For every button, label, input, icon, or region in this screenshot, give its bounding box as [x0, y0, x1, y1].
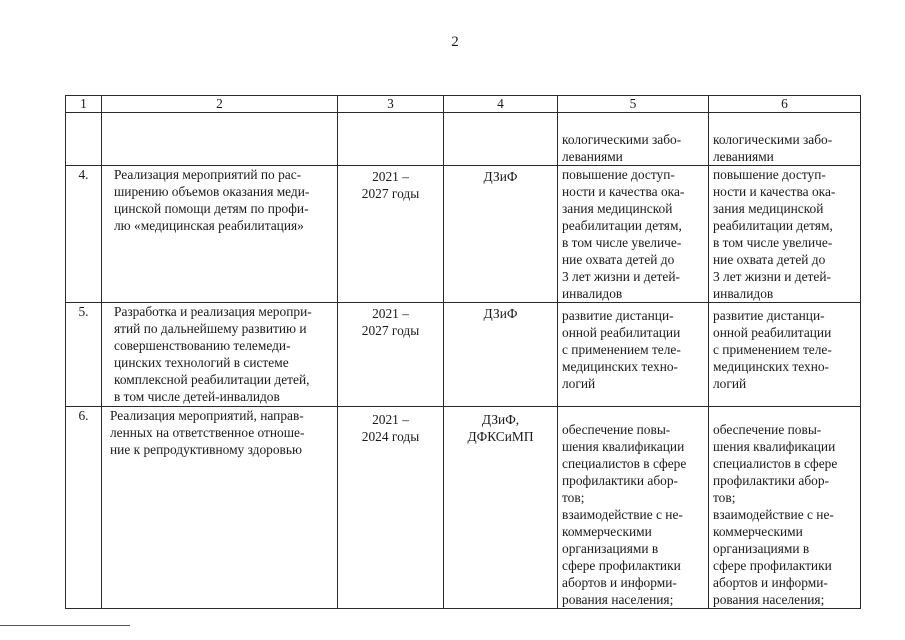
plan-table — [65, 95, 861, 609]
row-executor: ДЗиФ — [483, 169, 518, 184]
row-title: Разработка и реализация меропри- ятий по дальнейшему развитию и совершенствованию телемеди- цинских технологий в системе комплексной реабилитации детей, в том числе детей-инвалидов — [114, 304, 312, 404]
row-number: 5. — [78, 304, 89, 319]
header-cell: 4 — [444, 96, 558, 113]
row-period: 2021 – 2024 годы — [361, 412, 420, 444]
row-result-5: развитие дистанци- онной реабилитации с применением теле- медицинских техно- логий — [562, 308, 681, 391]
scan-edge-line — [0, 625, 130, 626]
row-executor: ДЗиФ — [483, 306, 518, 321]
row-number: 4. — [78, 167, 89, 182]
header-cell: 3 — [338, 96, 444, 113]
row-result-6: развитие дистанци- онной реабилитации с применением теле- медицинских техно- логий — [713, 308, 832, 391]
table-row — [66, 303, 861, 407]
table-row — [66, 407, 861, 609]
continuation-row — [66, 113, 861, 166]
row-result-5: повышение доступ- ности и качества ока- зания медицинской реабилитации детям, в том числе увеличе- ние охвата детей до 3 лет жизни и детей- инвалидов — [562, 167, 685, 301]
page-number: 2 — [451, 34, 459, 50]
header-cell: 5 — [558, 96, 709, 113]
header-row — [66, 96, 861, 113]
continuation-result-6: кологическими забо- леваниями — [713, 132, 833, 164]
continuation-result-5: кологическими забо- леваниями — [562, 132, 682, 164]
header-cell: 2 — [102, 96, 338, 113]
row-number: 6. — [78, 408, 89, 423]
row-result-6: обеспечение повы- шения квалификации специалистов в сфере профилактики абор- тов; взаимодействие с не- коммерческими организациями в сфере профилактики абортов и информи- рования населения; — [713, 422, 838, 607]
header-cell: 6 — [709, 96, 861, 113]
row-period: 2021 – 2027 годы — [361, 306, 420, 338]
row-title: Реализация мероприятий по рас- ширению объемов оказания меди- цинской помощи детям по профи- лю «медицинская реабилитация» — [114, 167, 310, 233]
header-cell: 1 — [66, 96, 102, 113]
row-result-5: обеспечение повы- шения квалификации специалистов в сфере профилактики абор- тов; взаимодействие с не- коммерческими организациями в сфере профилактики абортов и информи- рования населения; — [562, 422, 687, 607]
table-row — [66, 166, 861, 303]
row-result-6: повышение доступ- ности и качества ока- зания медицинской реабилитации детям, в том числе увеличе- ние охвата детей до 3 лет жизни и детей- инвалидов — [713, 167, 836, 301]
row-period: 2021 – 2027 годы — [361, 169, 420, 201]
row-title: Реализация мероприятий, направ- ленных на ответственное отноше- ние к репродуктивному здоровью — [110, 408, 305, 457]
row-executor: ДЗиФ, ДФКСиМП — [467, 412, 534, 444]
